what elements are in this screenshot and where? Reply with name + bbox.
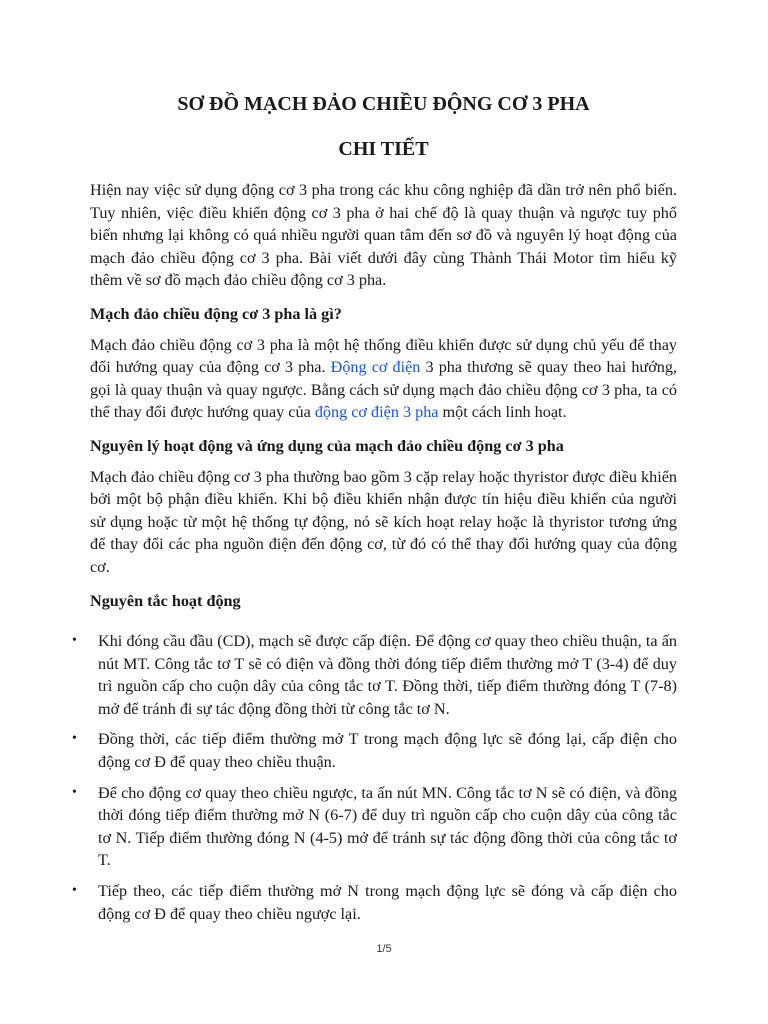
intro-paragraph: Hiện nay việc sử dụng động cơ 3 pha trong các khu công nghiệp đã dần trở nên phổ biến. Tuy nhiên, việc điều khiển động cơ 3 pha ở hai chế độ là quay thuận và ngược tuy phổ biến nhưng lại không có quá nhiều người quan tâm đến sơ đồ và nguyên lý hoạt động của mạch đảo chiều động cơ 3 pha. Bài viết dưới đây cùng Thành Thái Motor tìm hiểu kỹ thêm về sơ đồ mạch đảo chiều động cơ 3 pha. (90, 181, 677, 290)
list-item-text: Đồng thời, các tiếp điểm thường mở T trong mạch động lực sẽ đóng lại, cấp điện cho động cơ Đ để quay theo chiều thuận. (98, 730, 677, 772)
document-page (72, 92, 677, 933)
bullet-icon: • (72, 633, 77, 649)
section-heading-what-is: Mạch đảo chiều động cơ 3 pha là gì? (90, 304, 342, 323)
paragraph-text: 3 pha thương sẽ quay theo hai hướng, gọi là quay thuận và quay ngược. Bằng cách sử dụng mạch đảo chiều động cơ 3 pha, ta có thể thay đổi được hướng quay của (90, 358, 677, 422)
list-item (72, 728, 677, 773)
page-number: 1/5 (376, 943, 392, 955)
link-dong-co-dien[interactable]: Động cơ điện (330, 358, 421, 377)
operating-rules-list (72, 630, 677, 925)
list-item-text: Tiếp theo, các tiếp điểm thường mở N trong mạch động lực sẽ đóng và cấp điện cho động cơ Đ để quay theo chiều ngược lại. (98, 882, 677, 923)
list-item (72, 880, 677, 925)
section-heading-principle-application: Nguyên lý hoạt động và ứng dụng của mạch đảo chiều động cơ 3 pha (90, 436, 564, 455)
document-title-line1: SƠ ĐỒ MẠCH ĐẢO CHIỀU ĐỘNG CƠ 3 PHA (177, 93, 590, 115)
paragraph-text: một cách linh hoạt. (438, 403, 567, 422)
bullet-icon: • (72, 784, 77, 800)
bullet-icon: • (72, 731, 77, 747)
paragraph-text: Mạch đảo chiều động cơ 3 pha là một hệ thống điều khiển được sử dụng chủ yếu để thay đổi hướng quay của động cơ 3 pha. (90, 335, 677, 377)
list-item-text: Khi đóng cầu đầu (CD), mạch sẽ được cấp điện. Để động cơ quay theo chiều thuận, ta ấn nút MT. Công tắc tơ T sẽ có điện và đồng thời đóng tiếp điểm thường mở T (3-4) để duy trì nguồn cấp cho cuộn dây của công tắc tơ T. Đồng thời, tiếp điểm thường đóng T (7-8) mở để tránh đi sự tác động đồng thời từ công tắc tơ N. (98, 632, 677, 718)
document-title-line2: CHI TIẾT (338, 138, 429, 160)
link-dong-co-dien-3-pha[interactable]: động cơ điện 3 pha (314, 403, 439, 422)
section-paragraph-principle-application: Mạch đảo chiều động cơ 3 pha thường bao gồm 3 cặp relay hoặc thyristor được điều khiển bởi một bộ phận điều khiển. Khi bộ điều khiển nhận được tín hiệu điều khiển của người sử dụng hoặc từ một hệ thống tự động, nó sẽ kích hoạt relay hoặc là thyristor tương ứng để thay đổi các pha nguồn điện đến động cơ, từ đó có thể thay đổi hướng quay của động cơ. (90, 467, 677, 576)
section-heading-operating-rules: Nguyên tắc hoạt động (90, 591, 241, 610)
list-item-text: Để cho động cơ quay theo chiều ngược, ta ấn nút MN. Công tắc tơ N sẽ có điện, và đồng thời đóng tiếp điểm thường mở N (6-7) để duy trì nguồn cấp cho cuộn dây của công tắc tơ N. Tiếp điểm thường đóng N (4-5) mở để tránh sự tác động đồng thời của công tắc tơ T. (98, 783, 677, 870)
bullet-icon: • (72, 883, 77, 899)
section-paragraph-what-is (90, 334, 677, 424)
list-item (72, 782, 677, 872)
list-item (72, 630, 677, 720)
